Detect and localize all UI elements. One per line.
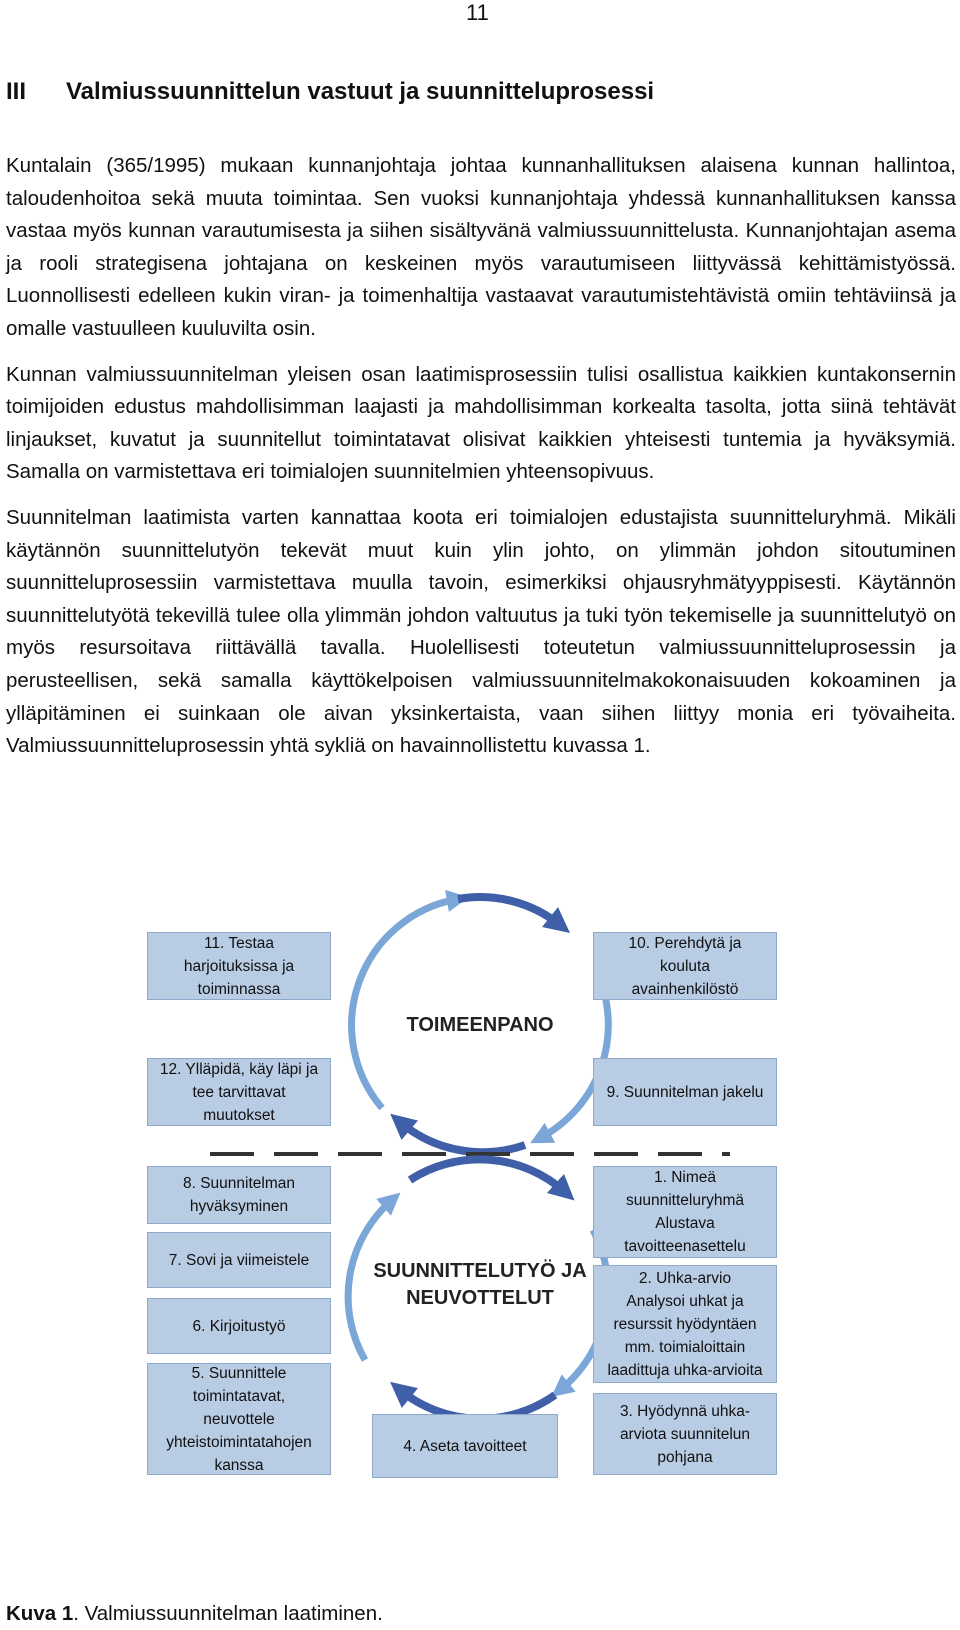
section-heading (6, 76, 946, 108)
step-5-box: 5. Suunnittele toimintatavat, neuvottele yhteistoimintatahojen kanssa (147, 1363, 331, 1475)
page-number: 11 (466, 0, 489, 25)
step-1-box: 1. Nimeä suunnitteluryhmä Alustava tavoitteenasettelu (593, 1166, 777, 1258)
section-number: III (6, 78, 27, 105)
section-title: Valmiussuunnittelun vastuut ja suunnitteluprosessi (66, 78, 655, 105)
step-9-box: 9. Suunnitelman jakelu (593, 1058, 777, 1126)
step-2-box: 2. Uhka-arvio Analysoi uhkat ja resurssit hyödyntäen mm. toimialoittain laadittuja uhka-arvioita (593, 1265, 777, 1383)
figure-caption (6, 1600, 383, 1628)
paragraph: Kunnan valmiussuunnitelman yleisen osan laatimisprosessiin tulisi osallistua kaikkien kuntakonsernin toimijoiden edustus mahdollisimman laajasti ja mahdollisimman korkealta tasolta, jotta siinä tehtävät linjaukset, kuvatut ja suunnitellut toimintatavat olisivat kaikkien yhteisesti tuntemia ja hyväksymiä. Samalla on varmistettava eri toimialojen suunnitelmien yhteensopivuus. (6, 362, 956, 484)
body-text (6, 150, 956, 776)
lower-arrow-top (410, 1159, 565, 1192)
step-8-box: 8. Suunnitelman hyväksyminen (147, 1166, 331, 1224)
step-7-box: 7. Sovi ja viimeistele (147, 1232, 331, 1288)
paragraph: Suunnitelman laatimista varten kannattaa koota eri toimialojen edustajista suunnitteluryhmä. Mikäli käytännön suunnittelutyön tekevät muut kuin ylin johto, on ylimmän johdon sitoutuminen suunnitteluprosessiin varmistettava muulla tavoin, esimerkiksi ohjausryhmätyyppisesti. Käytännön suunnittelutyötä tekevillä tulee olla ylimmän johdon valtuutus ja tuki työn tekemiselle ja suunnittelutyö on myös resursoitava riittävällä tavalla. Huolellisesti toteutetun valmiussuunnitteluprosessin ja perusteellisen, sekä samalla käyttökelpoisen valmiussuunnitelmakokonaisuuden kokoaminen ja ylläpitäminen ei suinkaan ole aivan yksinkertaista, vaan siihen liittyy monia eri työvaiheita. Valmiussuunnitteluprosessin yhtä sykliä on havainnollistettu kuvassa 1. (6, 505, 956, 758)
paragraph: Kuntalain (365/1995) mukaan kunnanjohtaja johtaa kunnanhallituksen alaisena kunnan hallintoa, taloudenhoitoa sekä muuta toimintaa. Sen vuoksi kunnanjohtaja yhdessä kunnanhallituksen kanssa vastaa myös kunnan varautumisesta ja siihen sisältyvänä valmiussuunnittelusta. Kunnanjohtajan asema ja rooli strategisena johtajana on keskeinen myös varautumiseen liittyvässä kehittämistyössä. Luonnollisesti edelleen kukin viran- ja toimenhaltija vastaavat varautumistehtävistä omiin tehtäviinsä ja omalle vastuulleen kuuluvilta osin. (6, 154, 956, 340)
step-12-box: 12. Ylläpidä, käy läpi ja tee tarvittavat muutokset (147, 1058, 331, 1126)
upper-arrow-left (352, 899, 458, 1108)
caption-label: Kuva 1 (6, 1602, 74, 1625)
step-6-box: 6. Kirjoitustyö (147, 1298, 331, 1354)
upper-cycle-label: TOIMEENPANO (406, 1014, 554, 1036)
planning-cycle-diagram (0, 890, 960, 1540)
step-4-box: 4. Aseta tavoitteet (372, 1414, 558, 1478)
step-11-box: 11. Testaa harjoituksissa ja toiminnassa (147, 932, 331, 1000)
step-10-box: 10. Perehdytä ja kouluta avainhenkilöstö (593, 932, 777, 1000)
step-3-box: 3. Hyödynnä uhka- arviota suunnitelun pohjana (593, 1393, 777, 1475)
lower-cycle-label: SUUNNITTELUTYÖ JA NEUVOTTELUT (373, 1260, 587, 1309)
upper-arrow-top (458, 897, 560, 925)
upper-arrow-bottom (400, 1122, 525, 1152)
caption-text: . Valmiussuunnitelman laatiminen. (73, 1602, 383, 1625)
